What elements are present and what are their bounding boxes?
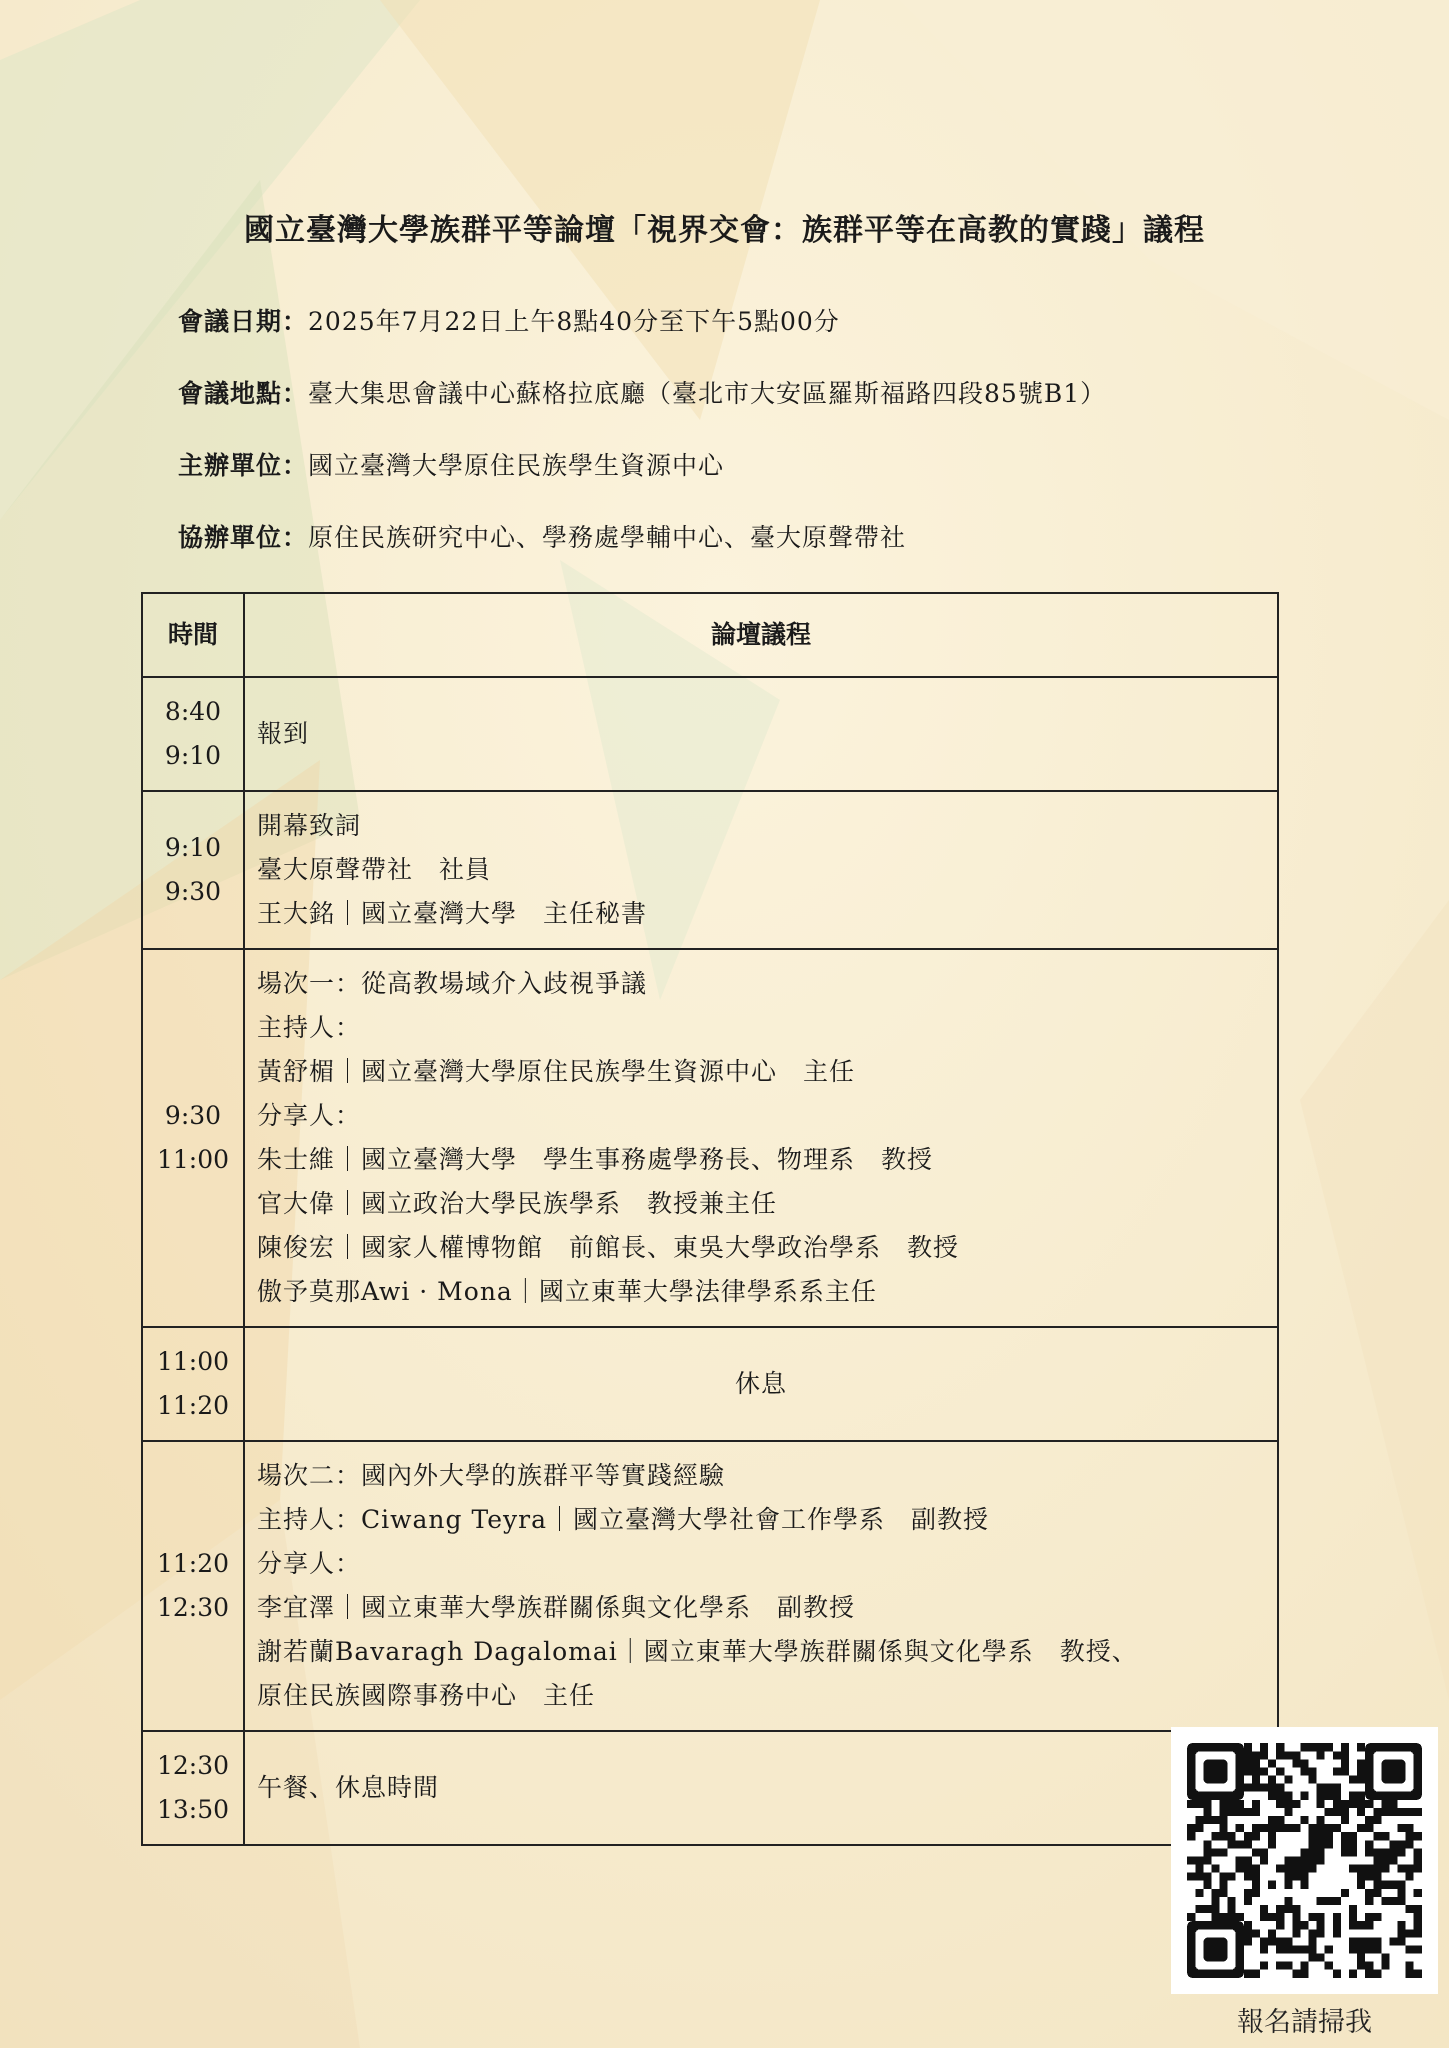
agenda-line: 朱士維｜國立臺灣大學 學生事務處學務長、物理系 教授 (257, 1145, 934, 1174)
agenda-line: 午餐、休息時間 (257, 1773, 440, 1802)
registration-qr-code[interactable] (1171, 1727, 1438, 1994)
agenda-line: 原住民族國際事務中心 主任 (257, 1681, 596, 1710)
agenda-line: 李宜澤｜國立東華大學族群關係與文化學系 副教授 (257, 1593, 856, 1622)
time-cell (142, 949, 244, 1327)
agenda-cell (244, 677, 1278, 791)
agenda-line: 開幕致詞 (257, 811, 362, 840)
start-time: 12:30 (156, 1751, 230, 1780)
table-row (142, 677, 1278, 791)
table-row (142, 949, 1278, 1327)
agenda-line: 王大銘｜國立臺灣大學 主任秘書 (257, 899, 648, 928)
qr-finder (1187, 1921, 1244, 1978)
time-cell (142, 677, 244, 791)
time-cell (142, 1441, 244, 1731)
time-cell (142, 1327, 244, 1441)
time-cell (142, 1731, 244, 1845)
start-time: 9:30 (164, 1101, 222, 1130)
agenda-line: 分享人： (257, 1101, 362, 1130)
header-time: 時間 (142, 593, 244, 677)
agenda-line: 主持人： (257, 1013, 362, 1042)
start-time: 8:40 (164, 697, 222, 726)
agenda-line: 報到 (257, 719, 310, 748)
end-time: 9:10 (164, 741, 222, 770)
end-time: 9:30 (164, 877, 222, 906)
agenda-cell (244, 1327, 1278, 1441)
start-time: 11:20 (156, 1549, 230, 1578)
agenda-line: 謝若蘭Bavaragh Dagalomai｜國立東華大學族群關係與文化學系 教授、 (257, 1637, 1138, 1666)
agenda-cell (244, 1731, 1278, 1845)
agenda-line: 分享人： (257, 1549, 362, 1578)
agenda-line: 傲予莫那Awi · Mona｜國立東華大學法律學系系主任 (257, 1277, 877, 1306)
qr-finder (1187, 1743, 1244, 1800)
end-time: 12:30 (156, 1593, 230, 1622)
agenda-line: 場次一：從高教場域介入歧視爭議 (257, 969, 648, 998)
agenda-line: 臺大原聲帶社 社員 (257, 855, 492, 884)
agenda-line: 陳俊宏｜國家人權博物館 前館長、東吳大學政治學系 教授 (257, 1233, 960, 1262)
start-time: 11:00 (156, 1347, 230, 1376)
table-row (142, 1731, 1278, 1845)
agenda-line: 休息 (734, 1369, 787, 1398)
agenda-cell (244, 949, 1278, 1327)
meeting-location: 會議地點：臺大集思會議中心蘇格拉底廳（臺北市大安區羅斯福路四段85號B1） (178, 379, 1107, 408)
agenda-line: 黃舒楣｜國立臺灣大學原住民族學生資源中心 主任 (257, 1057, 856, 1086)
qr-caption: 報名請掃我 (1237, 2007, 1372, 2038)
end-time: 11:00 (156, 1145, 230, 1174)
meeting-date: 會議日期：2025年7月22日上午8點40分至下午5點00分 (178, 307, 840, 336)
start-time: 9:10 (164, 833, 222, 862)
table-row (142, 791, 1278, 949)
organizer: 主辦單位：國立臺灣大學原住民族學生資源中心 (178, 451, 725, 480)
qr-finder (1365, 1743, 1422, 1800)
header-agenda: 論壇議程 (244, 593, 1278, 677)
agenda-table (141, 592, 1279, 1846)
time-cell (142, 791, 244, 949)
agenda-cell (244, 791, 1278, 949)
agenda-line: 官大偉｜國立政治大學民族學系 教授兼主任 (257, 1189, 778, 1218)
agenda-line: 主持人：Ciwang Teyra｜國立臺灣大學社會工作學系 副教授 (257, 1505, 989, 1534)
table-header-row (142, 593, 1278, 677)
agenda-body (142, 677, 1278, 1845)
table-row (142, 1441, 1278, 1731)
agenda-cell (244, 1441, 1278, 1731)
page-title: 國立臺灣大學族群平等論壇「視界交會：族群平等在高教的實踐」議程 (244, 213, 1205, 248)
agenda-line: 場次二：國內外大學的族群平等實踐經驗 (257, 1461, 726, 1490)
co-organizer: 協辦單位：原住民族研究中心、學務處學輔中心、臺大原聲帶社 (178, 523, 907, 552)
end-time: 11:20 (156, 1391, 230, 1420)
dinosaur-icon (1276, 1832, 1333, 1889)
table-row (142, 1327, 1278, 1441)
end-time: 13:50 (156, 1795, 230, 1824)
